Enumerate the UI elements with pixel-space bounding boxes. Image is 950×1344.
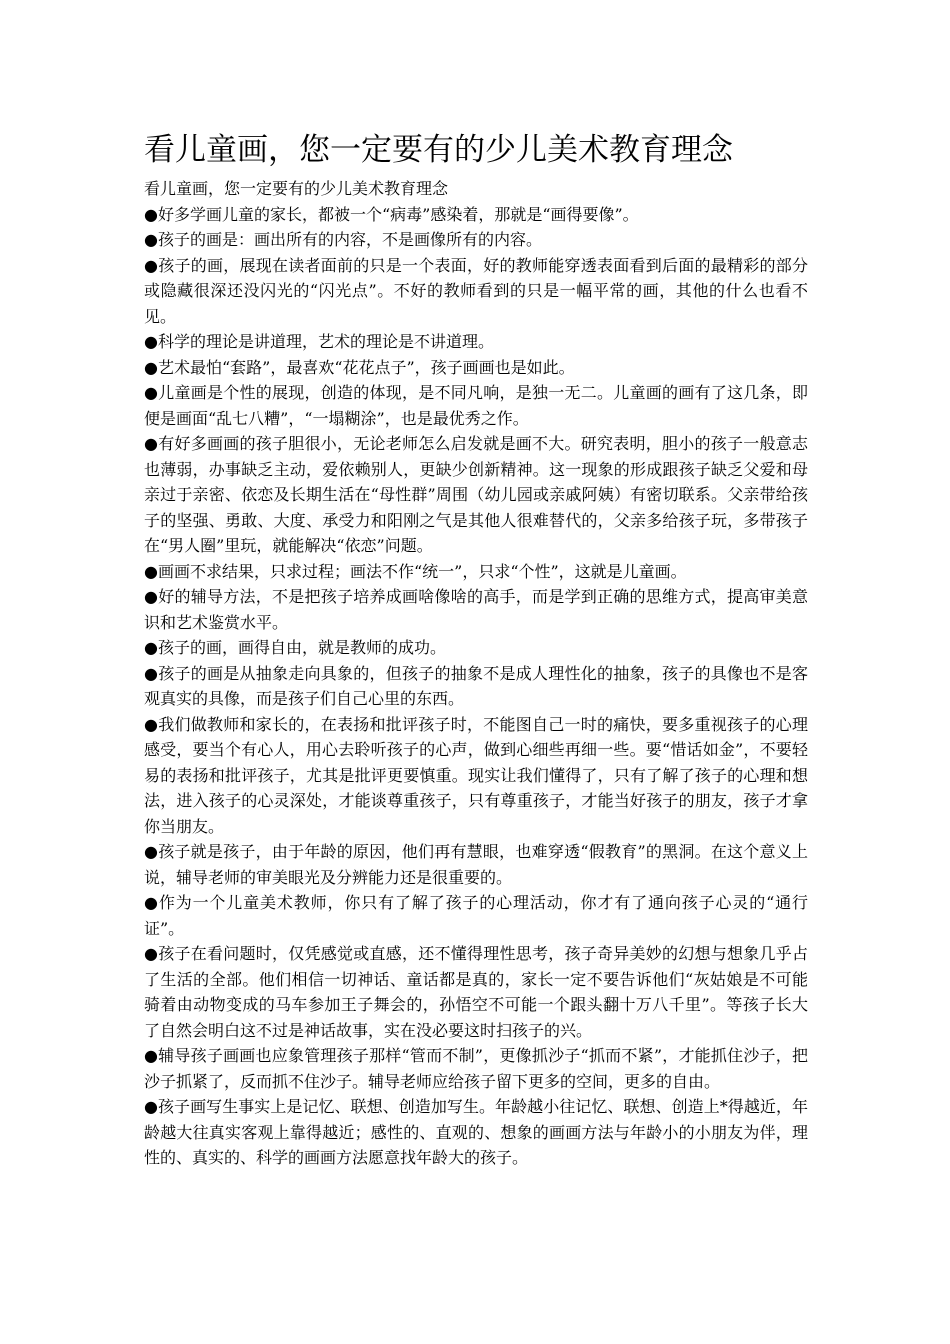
document-body	[144, 202, 808, 1171]
paragraph: ●孩子就是孩子，由于年龄的原因，他们再有慧眼，也难穿透“假教育”的黑洞。在这个意义上说，辅导老师的审美眼光及分辨能力还是很重要的。	[144, 842, 808, 887]
paragraph: ●作为一个儿童美术教师，你只有了解了孩子的心理活动，你才有了通向孩子心灵的“通行证”。	[144, 893, 808, 938]
paragraph: ●好的辅导方法，不是把孩子培养成画啥像啥的高手，而是学到正确的思维方式，提高审美意识和艺术鉴赏水平。	[144, 587, 808, 632]
paragraph: ●孩子画写生事实上是记忆、联想、创造加写生。年龄越小往记忆、联想、创造上*得越近，年龄越大往真实客观上靠得越近；感性的、直观的、想象的画画方法与年龄小的小朋友为伴，理性的、真实的、科学的画画方法愿意找年龄大的孩子。	[144, 1097, 808, 1167]
paragraph: ●辅导孩子画画也应象管理孩子那样“管而不制”，更像抓沙子“抓而不紧”，才能抓住沙子，把沙子抓紧了，反而抓不住沙子。辅导老师应给孩子留下更多的空间，更多的自由。	[144, 1046, 808, 1091]
paragraph: ●孩子的画是从抽象走向具象的，但孩子的抽象不是成人理性化的抽象，孩子的具像也不是客观真实的具像，而是孩子们自己心里的东西。	[144, 663, 808, 708]
paragraph: ●儿童画是个性的展现，创造的体现，是不同凡响，是独一无二。儿童画的画有了这几条，即便是画面“乱七八糟”，“一塌糊涂”，也是最优秀之作。	[144, 383, 808, 428]
paragraph: ●科学的理论是讲道理，艺术的理论是不讲道理。	[144, 332, 494, 351]
paragraph: ●有好多画画的孩子胆很小，无论老师怎么启发就是画不大。研究表明，胆小的孩子一般意志也薄弱，办事缺乏主动，爱依赖别人，更缺少创新精神。这一现象的形成跟孩子缺乏父爱和母亲过于亲密、依恋及长期生活在“母性群”周围（幼儿园或亲戚阿姨）有密切联系。父亲带给孩子的坚强、勇敢、大度、承受力和阳刚之气是其他人很难替代的，父亲多给孩子玩，多带孩子在“男人圈”里玩，就能解决“依恋”问题。	[144, 434, 808, 555]
paragraph: ●好多学画儿童的家长，都被一个“病毒”感染着，那就是“画得要像”。	[144, 204, 639, 224]
document-title: 看儿童画，您一定要有的少儿美术教育理念	[144, 132, 733, 168]
paragraph: ●画画不求结果，只求过程；画法不作“统一”，只求“个性”，这就是儿童画。	[144, 561, 687, 581]
paragraph: ●孩子的画，画得自由，就是教师的成功。	[144, 638, 446, 657]
paragraph: ●我们做教师和家长的，在表扬和批评孩子时，不能图自己一时的痛快，要多重视孩子的心理感受，要当个有心人，用心去聆听孩子的心声，做到心细些再细一些。要“惜话如金”，不要轻易的表扬和批评孩子，尤其是批评更要慎重。现实让我们懂得了，只有了解了孩子的心理和想法，进入孩子的心灵深处，才能谈尊重孩子，只有尊重孩子，才能当好孩子的朋友，孩子才拿你当朋友。	[144, 714, 808, 836]
document-subtitle: 看儿童画，您一定要有的少儿美术教育理念	[144, 179, 449, 198]
paragraph: ●孩子的画是：画出所有的内容，不是画像所有的内容。	[144, 230, 542, 249]
paragraph: ●孩子在看问题时，仅凭感觉或直感，还不懂得理性思考，孩子奇异美妙的幻想与想象几乎占了生活的全部。他们相信一切神话、童话都是真的，家长一定不要告诉他们“灰姑娘是不可能骑着由动物变成的马车参加王子舞会的，孙悟空不可能一个跟头翻十万八千里”。等孩子长大了自然会明白这不过是神话故事，实在没必要这时扫孩子的兴。	[144, 944, 808, 1040]
paragraph: ●孩子的画，展现在读者面前的只是一个表面，好的教师能穿透表面看到后面的最精彩的部分或隐藏很深还没闪光的“闪光点”。不好的教师看到的只是一幅平常的画，其他的什么也看不见。	[144, 255, 808, 326]
paragraph: ●艺术最怕“套路”，最喜欢“花花点子”，孩子画画也是如此。	[144, 357, 575, 377]
document-page	[144, 126, 808, 1171]
